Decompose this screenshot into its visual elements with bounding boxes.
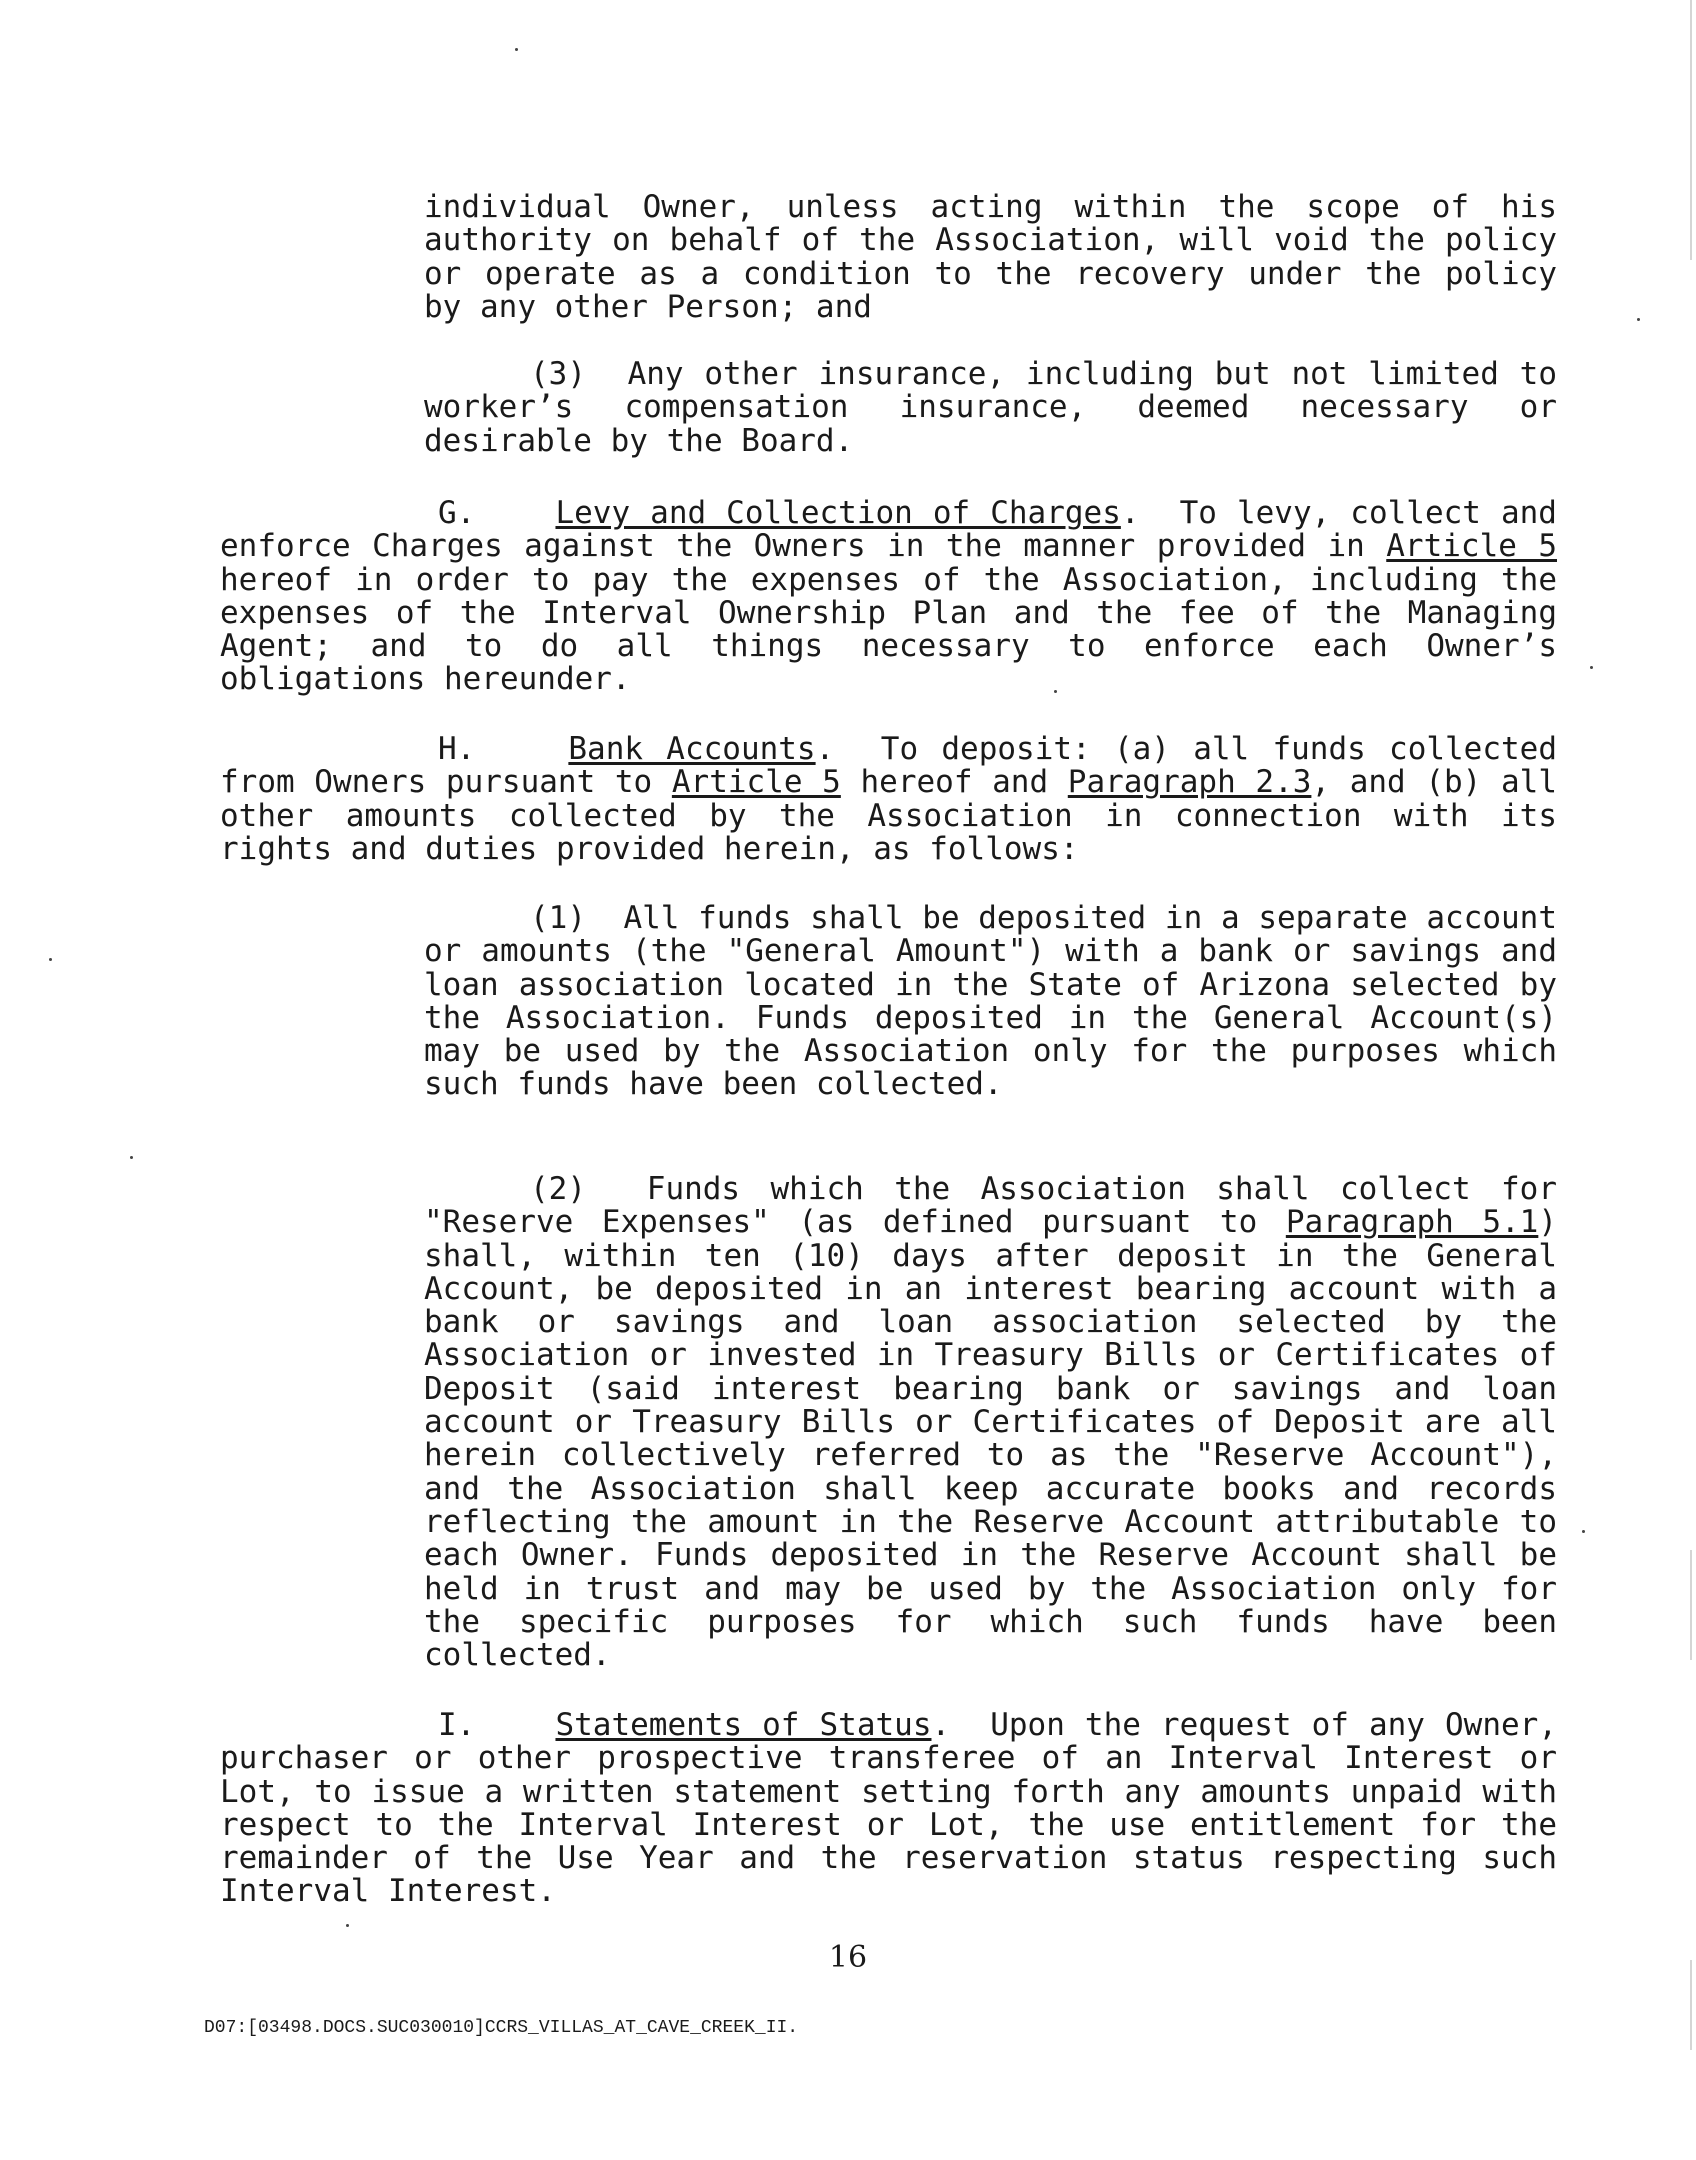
section-h-letter: H. — [438, 731, 476, 767]
section-i: I. Statements of Status. Upon the request of any Owner, purchaser or other prospective transferee of an Interval Interest or Lot, to issue a written statement setting forth any amounts unpaid with respect to the Interval Interest or Lot, the use entitlement for the remainder of the Use Year and the reservation status respecting such Interval Interest. — [220, 1707, 1557, 1910]
scan-speck — [1582, 1530, 1585, 1533]
document-footer: D07:[03498.DOCS.SUC030010]CCRS_VILLAS_AT_CAVE_CREEK_II. — [204, 2018, 799, 2038]
item-2-number: (2) — [530, 1171, 586, 1207]
scan-speck — [130, 1156, 133, 1159]
section-h-text-a: To deposit: (a) all funds collected from Owners pursuant to — [220, 731, 1557, 801]
section-i-letter: I. — [438, 1707, 476, 1743]
scan-speck — [1637, 318, 1640, 321]
section-g-heading: Levy and Collection of Charges — [555, 495, 1121, 531]
paragraph-2-3-reference: Paragraph 2.3 — [1067, 764, 1312, 801]
paragraph-continuation: individual Owner, unless acting within the scope of his authority on behalf of the Association, will void the policy or operate as a condition to the recovery under the policy by any other Person; and — [424, 189, 1557, 325]
section-h-text-c: , and (b) all other amounts collected by the Association in connection with its rights and duties provided herein, as follows: — [220, 764, 1557, 867]
paragraph-3-number: (3) — [530, 356, 586, 392]
article-5-reference: Article 5 — [1386, 528, 1557, 565]
article-5-reference: Article 5 — [671, 764, 841, 801]
section-i-text: Upon the request of any Owner, purchaser or other prospective transferee of an Interval Interest or Lot, to issue a written statement setting forth any amounts unpaid with respect to the Interval Interest or Lot, the use entitlement for the remainder of the Use Year and the reservation status respecting such Interval Interest. — [220, 1707, 1557, 1910]
scan-edge-mark — [1690, 0, 1692, 260]
page-number: 16 — [828, 1940, 868, 1975]
scan-speck — [515, 48, 518, 51]
item-2-text-a: Funds which the Association shall collect for "Reserve Expenses" (as defined pursuant to — [424, 1171, 1557, 1241]
item-2-text-b: ) shall, within ten (10) days after deposit in the General Account, be deposited in an interest bearing account with a bank or savings and loan association selected by the Association or invested in Treasury Bills or Certificates of Deposit (said interest bearing bank or savings and loan account or Treasury Bills or Certificates of Deposit are all herein collectively referred to as the "Reserve Account"), and the Association shall keep accurate books and records reflecting the amount in the Reserve Account attributable to each Owner. Funds deposited in the Reserve Account shall be held in trust and may be used by the Association only for the specific purposes for which such funds have been collected. — [424, 1204, 1557, 1674]
scan-edge-mark — [1690, 1550, 1692, 1660]
section-g-text-a: To levy, collect and enforce Charges against the Owners in the manner provided in — [220, 495, 1557, 565]
section-g-letter: G. — [438, 495, 476, 531]
paragraph-3-text: Any other insurance, including but not limited to worker’s compensation insurance, deemed necessary or desirable by the Board. — [424, 356, 1558, 459]
scan-speck — [1590, 666, 1593, 669]
paragraph-3 — [424, 358, 1557, 458]
scan-speck — [1054, 690, 1057, 693]
scan-speck — [49, 958, 52, 961]
section-g: G. Levy and Collection of Charges. To levy, collect and enforce Charges against the Owners in the manner provided in Article 5 hereof in order to pay the expenses of the Association, including the expenses of the Interval Ownership Plan and the fee of the Managing Agent; and to do all things necessary to enforce each Owner’s obligations hereunder. — [220, 495, 1557, 698]
section-h: H. Bank Accounts. To deposit: (a) all funds collected from Owners pursuant to Article 5 hereof and Paragraph 2.3, and (b) all other amounts collected by the Association in connection with its rights and duties provided herein, as follows: — [220, 731, 1557, 867]
item-1-text: All funds shall be deposited in a separate account or amounts (the "General Amount") with a bank or savings and loan association located in the State of Arizona selected by the Association. Funds deposited in the General Account(s) may be used by the Association only for the purposes which such funds have been collected. — [424, 900, 1558, 1103]
section-h-text-b: hereof and — [860, 764, 1049, 801]
item-1 — [424, 902, 1557, 1102]
section-g-text-b: hereof in order to pay the expenses of the Association, including the expenses of the Interval Ownership Plan and the fee of the Managing Agent; and to do all things necessary to enforce each Owner’s obligations hereunder. — [220, 561, 1557, 698]
paragraph-5-1-reference: Paragraph 5.1 — [1285, 1204, 1539, 1241]
scan-edge-mark — [1690, 1960, 1692, 2050]
scan-speck — [346, 1924, 349, 1927]
section-h-heading: Bank Accounts — [568, 731, 816, 767]
item-2 — [424, 1173, 1557, 1672]
item-1-number: (1) — [530, 900, 586, 936]
section-i-heading: Statements of Status — [555, 1707, 932, 1743]
